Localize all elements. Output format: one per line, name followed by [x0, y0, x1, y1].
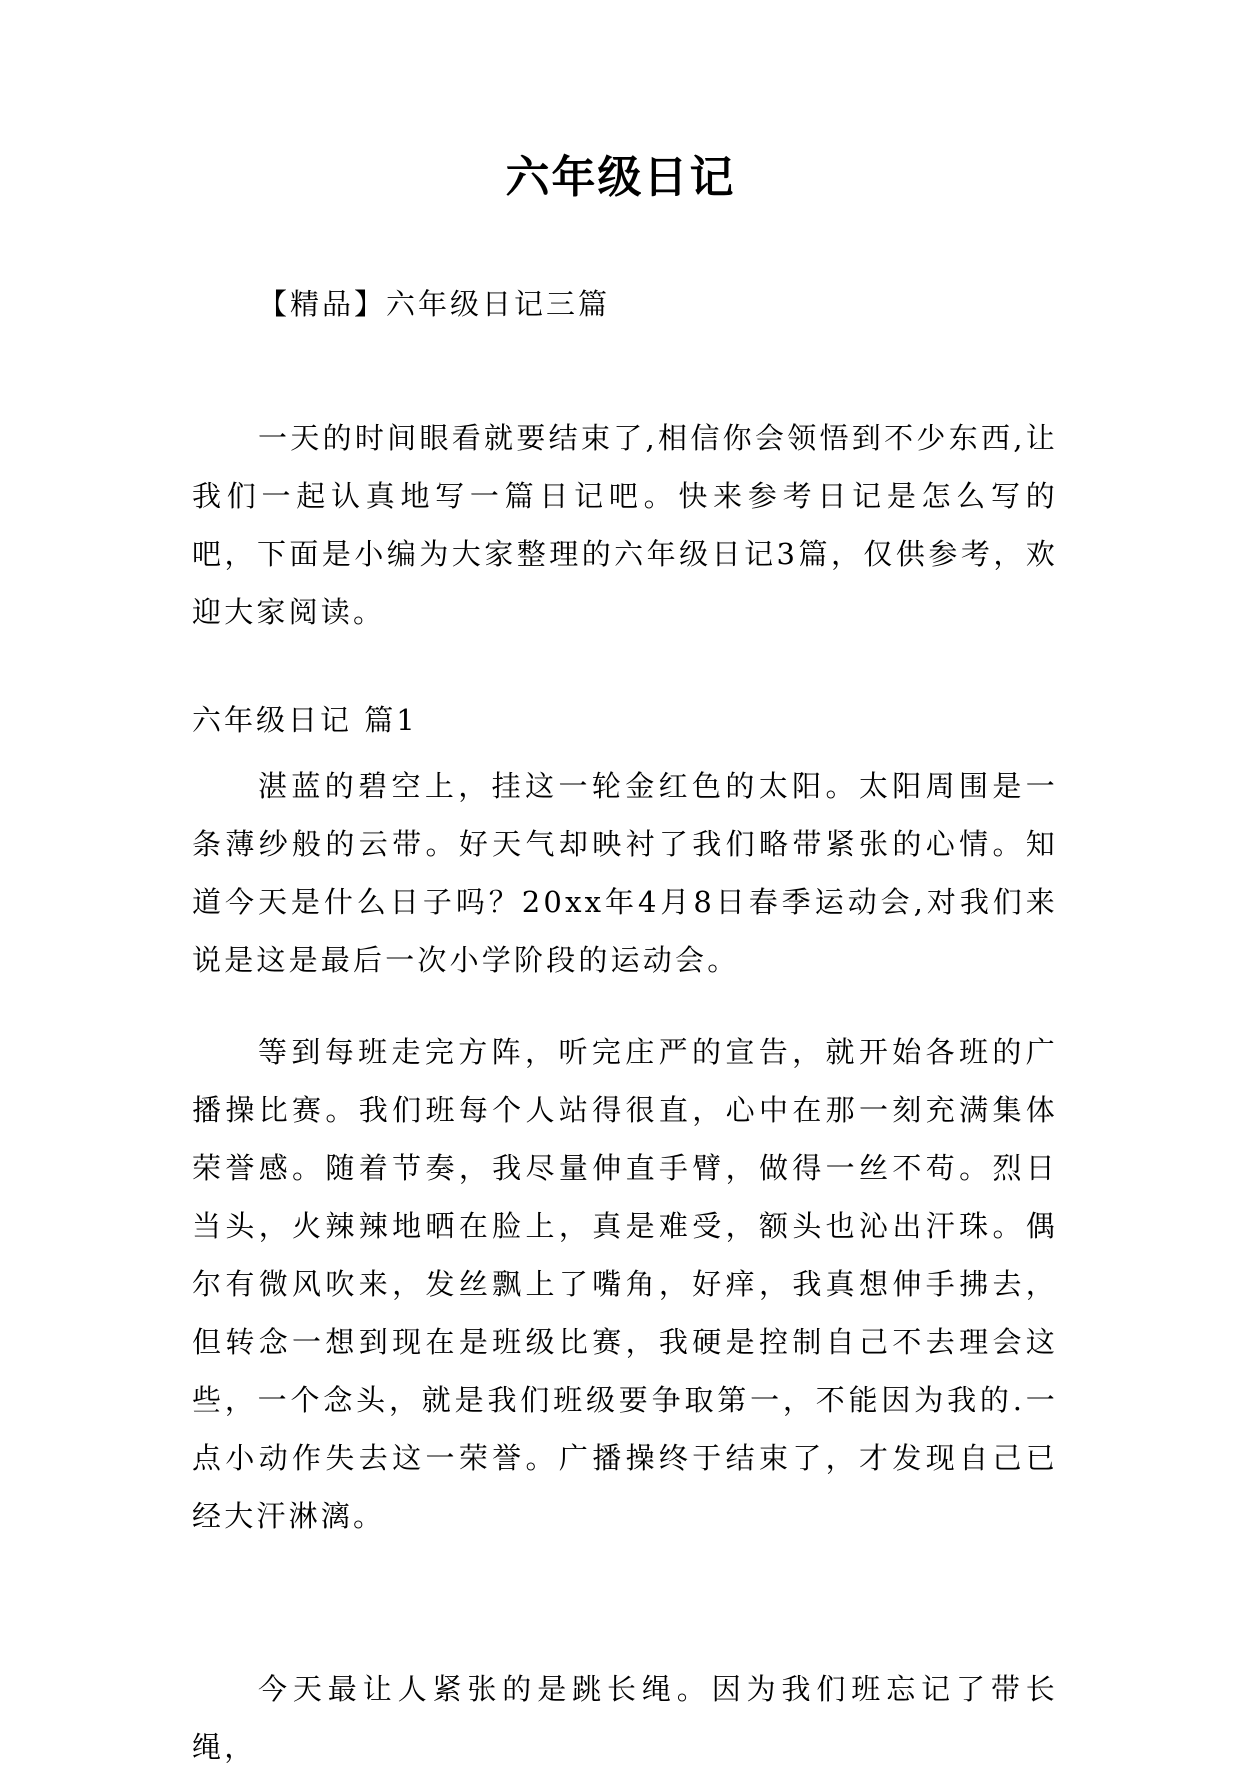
body-paragraph-3: 今天最让人紧张的是跳长绳。因为我们班忘记了带长绳， — [192, 1672, 1058, 1764]
document-subtitle: 【精品】六年级日记三篇 — [258, 287, 611, 321]
body-paragraph-1: 湛蓝的碧空上，挂这一轮金红色的太阳。太阳周围是一条薄纱般的云带。好天气却映衬了我们略带紧张的心情。知道今天是什么日子吗？20xx年4月8日春季运动会,对我们来说是这是最后一次小学阶段的运动会。 — [192, 769, 1058, 977]
body-paragraph-2: 等到每班走完方阵，听完庄严的宣告，就开始各班的广播操比赛。我们班每个人站得很直，心中在那一刻充满集体荣誉感。随着节奏，我尽量伸直手臂，做得一丝不苟。烈日当头，火辣辣地晒在脸上，真是难受，额头也沁出汗珠。偶尔有微风吹来，发丝飘上了嘴角，好痒，我真想伸手拂去，但转念一想到现在是班级比赛，我硬是控制自己不去理会这些，一个念头，就是我们班级要争取第一，不能因为我的.一点小动作失去这一荣誉。广播操终于结束了，才发现自己已经大汗淋漓。 — [192, 1035, 1058, 1533]
section-heading: 六年级日记 篇1 — [192, 703, 418, 737]
intro-paragraph: 一天的时间眼看就要结束了,相信你会领悟到不少东西,让我们一起认真地写一篇日记吧。快来参考日记是怎么写的吧，下面是小编为大家整理的六年级日记3篇，仅供参考，欢迎大家阅读。 — [192, 421, 1058, 629]
document-title: 六年级日记 — [505, 152, 736, 203]
